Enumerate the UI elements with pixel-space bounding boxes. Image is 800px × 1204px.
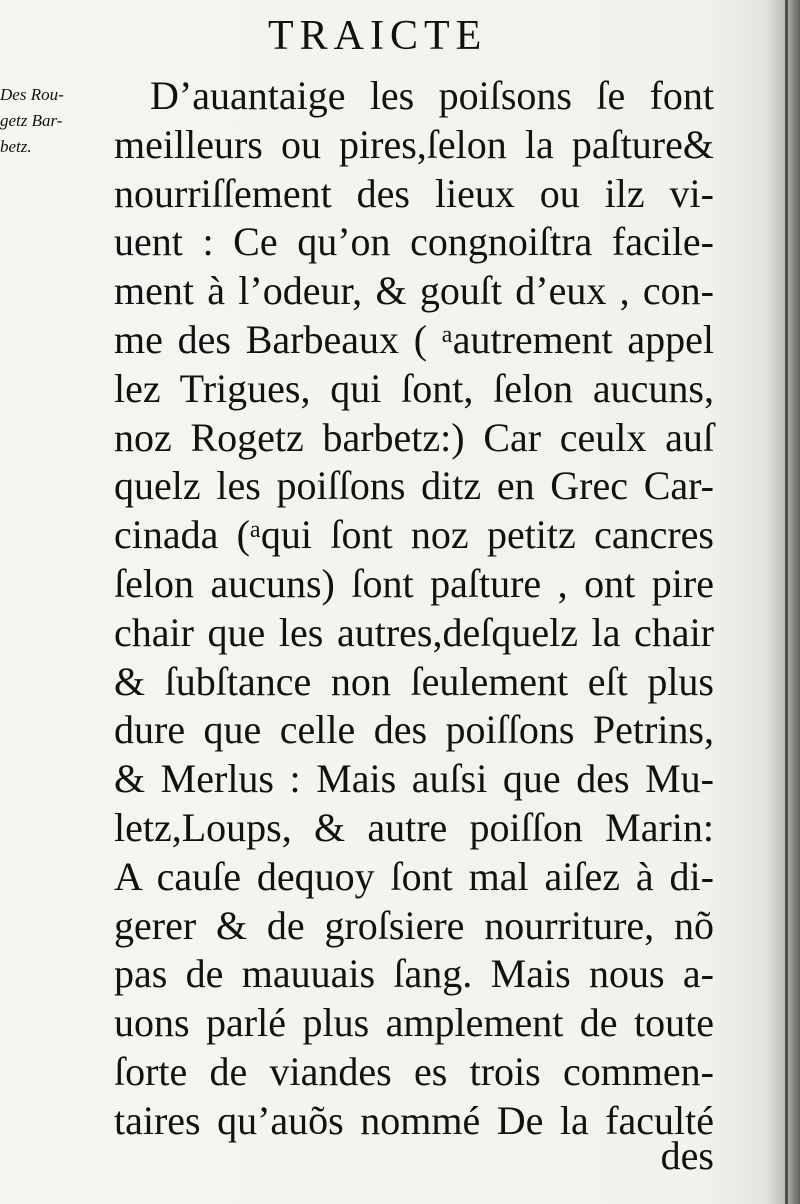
text-line: D’auantaige les poiſsons ſe font bbox=[150, 73, 714, 118]
text-line: meilleurs ou pires,ſelon la paſture& bbox=[114, 121, 714, 167]
margin-note-line: Des Rou- bbox=[0, 85, 64, 104]
text-line: me des Barbeaux ( ᵃautrement appel bbox=[114, 316, 714, 362]
text-line: quelz les poiſſons ditz en Grec Car- bbox=[114, 463, 714, 509]
page-edge bbox=[785, 0, 788, 1204]
catchword: des bbox=[660, 1133, 714, 1178]
text-line: & Merlus : Mais auſsi que des Mu- bbox=[114, 756, 714, 802]
text-line: uent : Ce qu’on congnoiſtra facile- bbox=[114, 219, 714, 265]
text-line: pas de mauuais ſang. Mais nous a- bbox=[114, 951, 714, 997]
spine-shadow bbox=[766, 0, 800, 1204]
margin-note-line: betz. bbox=[0, 137, 32, 156]
text-line: ſelon aucuns) ſont paſture , ont pire bbox=[114, 560, 714, 606]
text-line: cinada (ᵃqui ſont noz petitz cancres bbox=[114, 512, 714, 558]
text-line: uons parlé plus amplement de toute bbox=[114, 1000, 714, 1046]
text-line: taires qu’auõs nommé De la faculté bbox=[114, 1097, 714, 1143]
text-line: lez Trigues, qui ſont, ſelon aucuns, bbox=[114, 365, 714, 411]
body-text bbox=[114, 72, 714, 1146]
text-line: noz Rogetz barbetz:) Car ceulx auſ bbox=[114, 414, 714, 460]
margin-note bbox=[0, 82, 100, 160]
text-line: ment à l’odeur, & gouſt d’eux , con- bbox=[114, 268, 714, 314]
text-line: chair que les autres,deſquelz la chair bbox=[114, 609, 714, 655]
text-line: dure que celle des poiſſons Petrins, bbox=[114, 707, 714, 753]
text-line: & ſubſtance non ſeulement eſt plus bbox=[114, 658, 714, 704]
text-line: nourriſſement des lieux ou ilz vi- bbox=[114, 170, 714, 216]
text-line: ſorte de viandes es trois commen- bbox=[114, 1048, 714, 1094]
text-line: gerer & de groſsiere nourriture, nõ bbox=[114, 902, 714, 948]
running-head: TRAICTE bbox=[268, 13, 488, 59]
text-line: letz,Loups, & autre poiſſon Marin: bbox=[114, 804, 714, 850]
text-line: A cauſe dequoy ſont mal aiſez à di- bbox=[114, 853, 714, 899]
margin-note-line: getz Bar- bbox=[0, 111, 63, 130]
